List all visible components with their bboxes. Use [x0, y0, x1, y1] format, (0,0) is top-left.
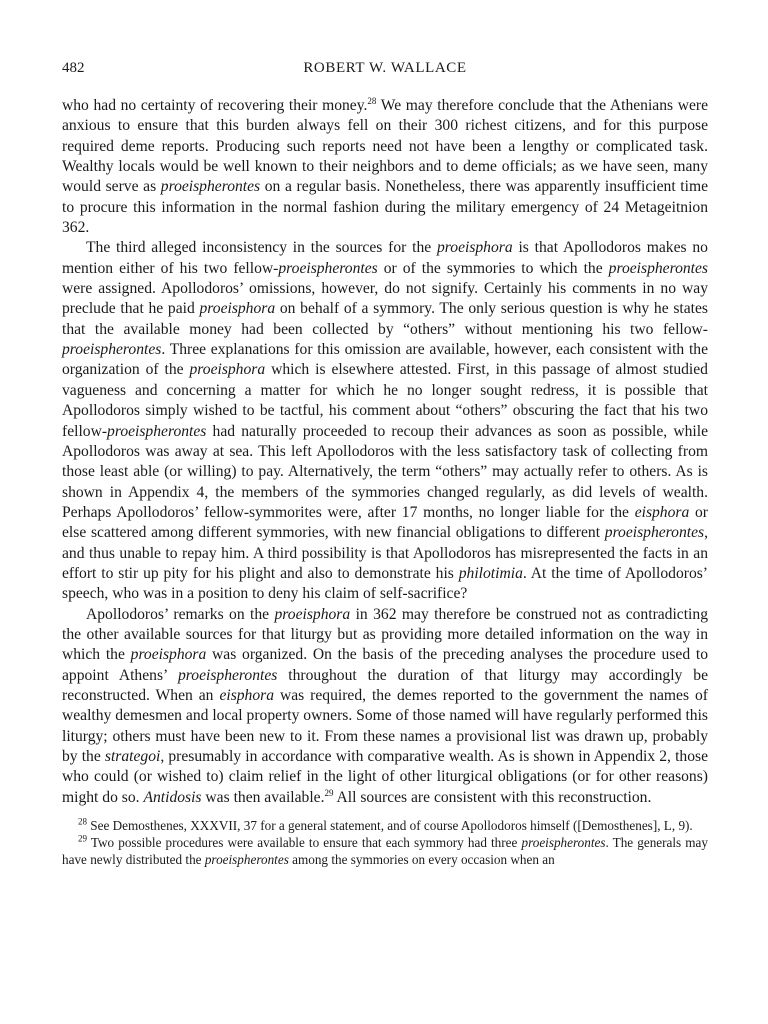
text-run: . Three explanations for this omission are available, however, each consistent with the organization of the [62, 341, 708, 379]
italic-term: proeisphora [436, 239, 513, 257]
italic-term: proeispherontes [278, 259, 378, 277]
italic-term: proeispherontes [178, 666, 278, 684]
footnote-29 [62, 834, 708, 868]
text-run: on a regular basis. Nonetheless, there was apparently insufficient time to procure this information in the normal fashion during the military emergency of 24 Metageitnion 362. [62, 178, 708, 237]
text-run: , and thus unable to repay him. A third possibility is that Apollodoros has misrepresented the facts in an effort to stir up pity for his plight and also to demonstrate his [62, 524, 708, 582]
italic-term: proeispherontes [608, 259, 708, 277]
text-run: Apollodoros’ remarks on the [86, 605, 275, 623]
text-run: See Demosthenes, XXXVII, 37 for a general statement, and of course Apollodoros himself ([Demosthenes], L, 9). [87, 818, 693, 834]
italic-term: proeisphora [274, 605, 351, 623]
text-run: which is elsewhere attested. First, in this passage of almost studied vagueness and concerning a matter for which he no longer sought redress, it is possible that Apollodoros simply wished to be tactful, his comment about “others” obscuring the fact that his two fellow- [62, 361, 708, 440]
running-head: ROBERT W. WALLACE [303, 60, 467, 76]
italic-term: proeispherontes [521, 835, 606, 851]
footnotes [62, 817, 708, 868]
text-run: The third alleged inconsistency in the sources for the [86, 239, 437, 257]
italic-term: eisphora [634, 503, 690, 521]
paragraph-3 [62, 605, 708, 808]
footnote-ref: 29 [78, 833, 87, 844]
paragraph-1 [62, 96, 708, 238]
italic-term: proeispherontes [107, 422, 207, 440]
italic-term: Antidosis [143, 788, 202, 806]
italic-term: proeispherontes [204, 852, 289, 868]
text-run: had naturally proceeded to recoup their advances as soon as possible, while Apollodoros was away at sea. This left Apollodoros with the less satisfactory task of collecting from those least able (or willing) to pay. Alternatively, the term “others” may actually refer to others. As is shown in Appendix 4, the members of the symmories changed regularly, as did levels of wealth. Perhaps Apollodoros’ fellow-symmorites were, after 17 months, no longer liable for the [62, 422, 708, 521]
italic-term: proeispherontes [160, 178, 261, 196]
text-run: were assigned. Apollodoros’ omissions, however, do not signify. Certainly his comments in no way preclude that he paid [62, 280, 708, 318]
italic-term: strategoi [104, 748, 161, 765]
paragraph-2 [62, 238, 708, 604]
text-run: . The generals may have newly distributed the [62, 835, 708, 868]
text-run: was then available. [201, 788, 325, 806]
italic-term: proeispherontes [62, 341, 162, 359]
text-run: throughout the duration of that liturgy may accordingly be reconstructed. When an [62, 666, 708, 704]
text-run: is that Apollodoros makes no mention either of his two fellow- [62, 239, 708, 277]
italic-term: philotimia [458, 564, 523, 582]
text-run: among the symmories on every occasion when an [288, 852, 555, 868]
text-run: Two possible procedures were available to ensure that each symmory had three [87, 835, 522, 851]
page-header [62, 58, 708, 84]
italic-term: proeisphora [189, 361, 266, 379]
text-run: . At the time of Apollodoros’ speech, who was in a position to deny his claim of self-sacrifice? [62, 564, 709, 603]
footnote-28 [62, 817, 708, 834]
text-run: or of the symmories to which the [377, 259, 609, 277]
italic-term: proeispherontes [604, 524, 705, 542]
italic-term: proeisphora [130, 646, 207, 664]
text-run: , presumably in accordance with comparative wealth. As is shown in Appendix 2, those who could (or wished to) claim relief in the light of other liturgical obligations (or for other reasons) might do so. [62, 748, 708, 806]
footnote-ref: 29 [324, 787, 334, 798]
text-run: All sources are consistent with this reconstruction. [333, 788, 652, 806]
footnote-ref: 28 [367, 95, 377, 106]
body-text [62, 96, 708, 808]
text-run: or else scattered among different symmories, with new financial obligations to different [62, 503, 708, 542]
text-run: was organized. On the basis of the preceding analyses the procedure used to appoint Athens’ [62, 646, 708, 684]
text-run: who had no certainty of recovering their money. [62, 97, 368, 114]
text-run: was required, the demes reported to the government the names of wealthy demesmen and local property owners. Some of those named will have regularly performed this liturgy; others must have been new to it. From these names a provisional list was drawn up, probably by the [62, 686, 708, 765]
page-number: 482 [62, 60, 85, 76]
text-run: We may therefore conclude that the Athenians were anxious to ensure that this burden always fell on their 300 richest citizens, and for this purpose required deme reports. Producing such reports need not have been a lengthy or complicated task. Wealthy locals would be well known to their neighbors and to deme officials; as we have seen, many would serve as [62, 97, 708, 196]
footnote-ref: 28 [78, 816, 87, 827]
page [62, 58, 708, 868]
italic-term: proeisphora [199, 300, 276, 318]
text-run: on behalf of a symmory. The only serious question is why he states that the available money had been collected by “others” without mentioning his two fellow- [62, 300, 708, 338]
text-run: in 362 may therefore be construed not as contradicting the other available sources for that liturgy but as providing more detailed information on the way in which the [62, 605, 708, 664]
italic-term: eisphora [219, 686, 275, 704]
